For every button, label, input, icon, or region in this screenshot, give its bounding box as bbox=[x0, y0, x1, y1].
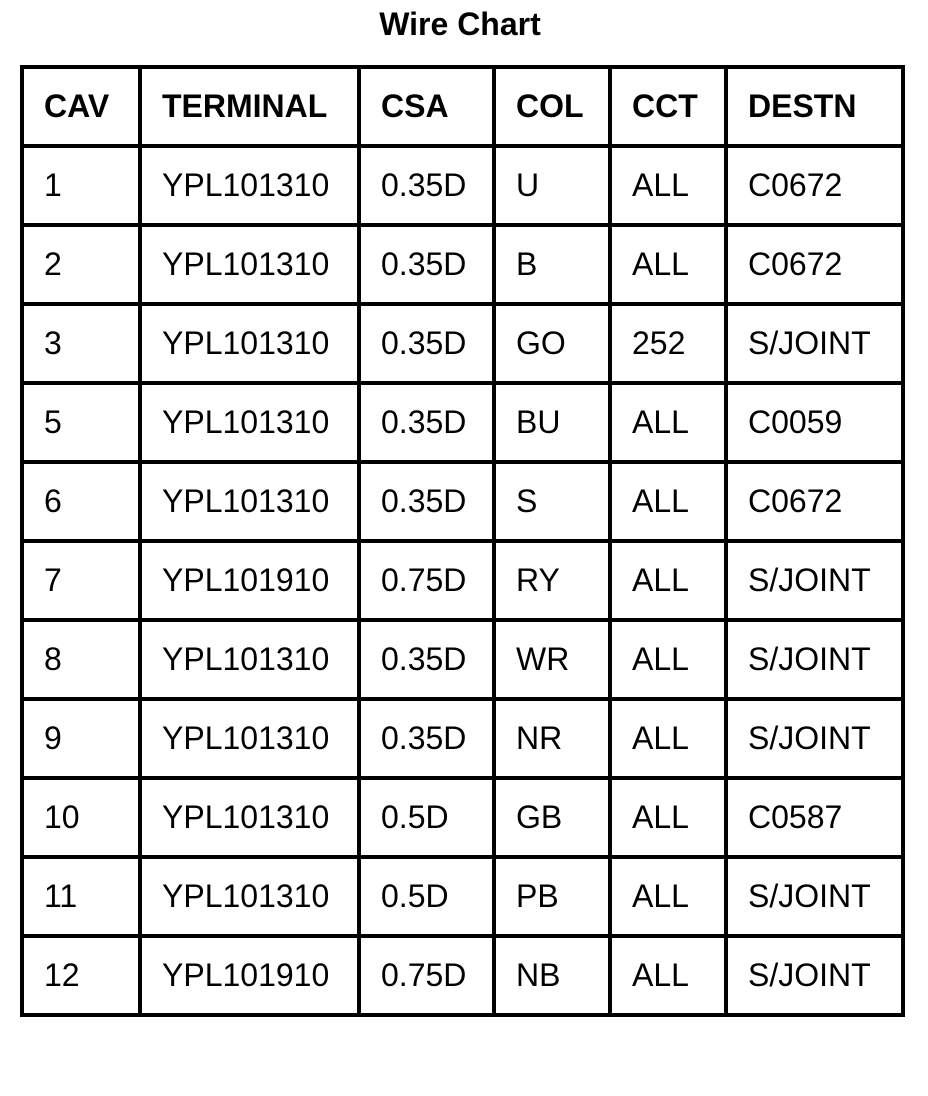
cell-cav: 11 bbox=[22, 857, 140, 936]
cell-col: RY bbox=[494, 541, 610, 620]
cell-col: U bbox=[494, 146, 610, 225]
cell-csa: 0.35D bbox=[359, 462, 494, 541]
table-row bbox=[22, 383, 903, 462]
page-title: Wire Chart bbox=[379, 6, 541, 42]
cell-col: GO bbox=[494, 304, 610, 383]
cell-csa: 0.35D bbox=[359, 225, 494, 304]
table-row bbox=[22, 620, 903, 699]
cell-cav: 12 bbox=[22, 936, 140, 1015]
cell-cct: ALL bbox=[610, 225, 726, 304]
cell-csa: 0.35D bbox=[359, 304, 494, 383]
cell-destn: C0587 bbox=[726, 778, 903, 857]
cell-col: NR bbox=[494, 699, 610, 778]
cell-cav: 6 bbox=[22, 462, 140, 541]
cell-csa: 0.5D bbox=[359, 778, 494, 857]
wire-chart-table bbox=[20, 65, 905, 1017]
table-row bbox=[22, 541, 903, 620]
cell-csa: 0.75D bbox=[359, 936, 494, 1015]
cell-csa: 0.5D bbox=[359, 857, 494, 936]
header-cct: CCT bbox=[610, 67, 726, 146]
header-cav: CAV bbox=[22, 67, 140, 146]
cell-destn: S/JOINT bbox=[726, 620, 903, 699]
cell-col: B bbox=[494, 225, 610, 304]
cell-cav: 1 bbox=[22, 146, 140, 225]
cell-cct: ALL bbox=[610, 699, 726, 778]
cell-destn: S/JOINT bbox=[726, 699, 903, 778]
cell-terminal: YPL101310 bbox=[140, 304, 359, 383]
table-row bbox=[22, 146, 903, 225]
header-col: COL bbox=[494, 67, 610, 146]
table-row bbox=[22, 857, 903, 936]
table-row bbox=[22, 304, 903, 383]
cell-terminal: YPL101310 bbox=[140, 146, 359, 225]
cell-cct: ALL bbox=[610, 541, 726, 620]
cell-cav: 10 bbox=[22, 778, 140, 857]
cell-csa: 0.75D bbox=[359, 541, 494, 620]
cell-destn: C0672 bbox=[726, 462, 903, 541]
cell-cav: 8 bbox=[22, 620, 140, 699]
cell-csa: 0.35D bbox=[359, 699, 494, 778]
header-csa: CSA bbox=[359, 67, 494, 146]
table-row bbox=[22, 462, 903, 541]
cell-terminal: YPL101310 bbox=[140, 462, 359, 541]
cell-cct: ALL bbox=[610, 462, 726, 541]
cell-col: WR bbox=[494, 620, 610, 699]
cell-cct: ALL bbox=[610, 778, 726, 857]
cell-destn: C0059 bbox=[726, 383, 903, 462]
cell-csa: 0.35D bbox=[359, 146, 494, 225]
cell-terminal: YPL101310 bbox=[140, 699, 359, 778]
cell-destn: S/JOINT bbox=[726, 541, 903, 620]
table-row bbox=[22, 936, 903, 1015]
cell-csa: 0.35D bbox=[359, 620, 494, 699]
cell-terminal: YPL101910 bbox=[140, 936, 359, 1015]
cell-terminal: YPL101310 bbox=[140, 383, 359, 462]
cell-terminal: YPL101310 bbox=[140, 225, 359, 304]
cell-cct: ALL bbox=[610, 857, 726, 936]
cell-col: PB bbox=[494, 857, 610, 936]
cell-cav: 7 bbox=[22, 541, 140, 620]
cell-destn: S/JOINT bbox=[726, 304, 903, 383]
cell-terminal: YPL101310 bbox=[140, 778, 359, 857]
cell-cct: ALL bbox=[610, 146, 726, 225]
table-header-row bbox=[22, 67, 903, 146]
cell-terminal: YPL101310 bbox=[140, 857, 359, 936]
cell-cct: ALL bbox=[610, 620, 726, 699]
table-row bbox=[22, 778, 903, 857]
cell-cav: 9 bbox=[22, 699, 140, 778]
cell-terminal: YPL101310 bbox=[140, 620, 359, 699]
cell-csa: 0.35D bbox=[359, 383, 494, 462]
header-terminal: TERMINAL bbox=[140, 67, 359, 146]
cell-cct: ALL bbox=[610, 383, 726, 462]
header-destn: DESTN bbox=[726, 67, 903, 146]
cell-cav: 5 bbox=[22, 383, 140, 462]
table-row bbox=[22, 699, 903, 778]
cell-destn: C0672 bbox=[726, 146, 903, 225]
table-row bbox=[22, 225, 903, 304]
cell-col: S bbox=[494, 462, 610, 541]
cell-destn: S/JOINT bbox=[726, 936, 903, 1015]
cell-cav: 2 bbox=[22, 225, 140, 304]
table-body bbox=[22, 146, 903, 1015]
cell-col: GB bbox=[494, 778, 610, 857]
cell-cct: ALL bbox=[610, 936, 726, 1015]
cell-terminal: YPL101910 bbox=[140, 541, 359, 620]
cell-cav: 3 bbox=[22, 304, 140, 383]
cell-col: BU bbox=[494, 383, 610, 462]
cell-cct: 252 bbox=[610, 304, 726, 383]
cell-col: NB bbox=[494, 936, 610, 1015]
cell-destn: S/JOINT bbox=[726, 857, 903, 936]
cell-destn: C0672 bbox=[726, 225, 903, 304]
